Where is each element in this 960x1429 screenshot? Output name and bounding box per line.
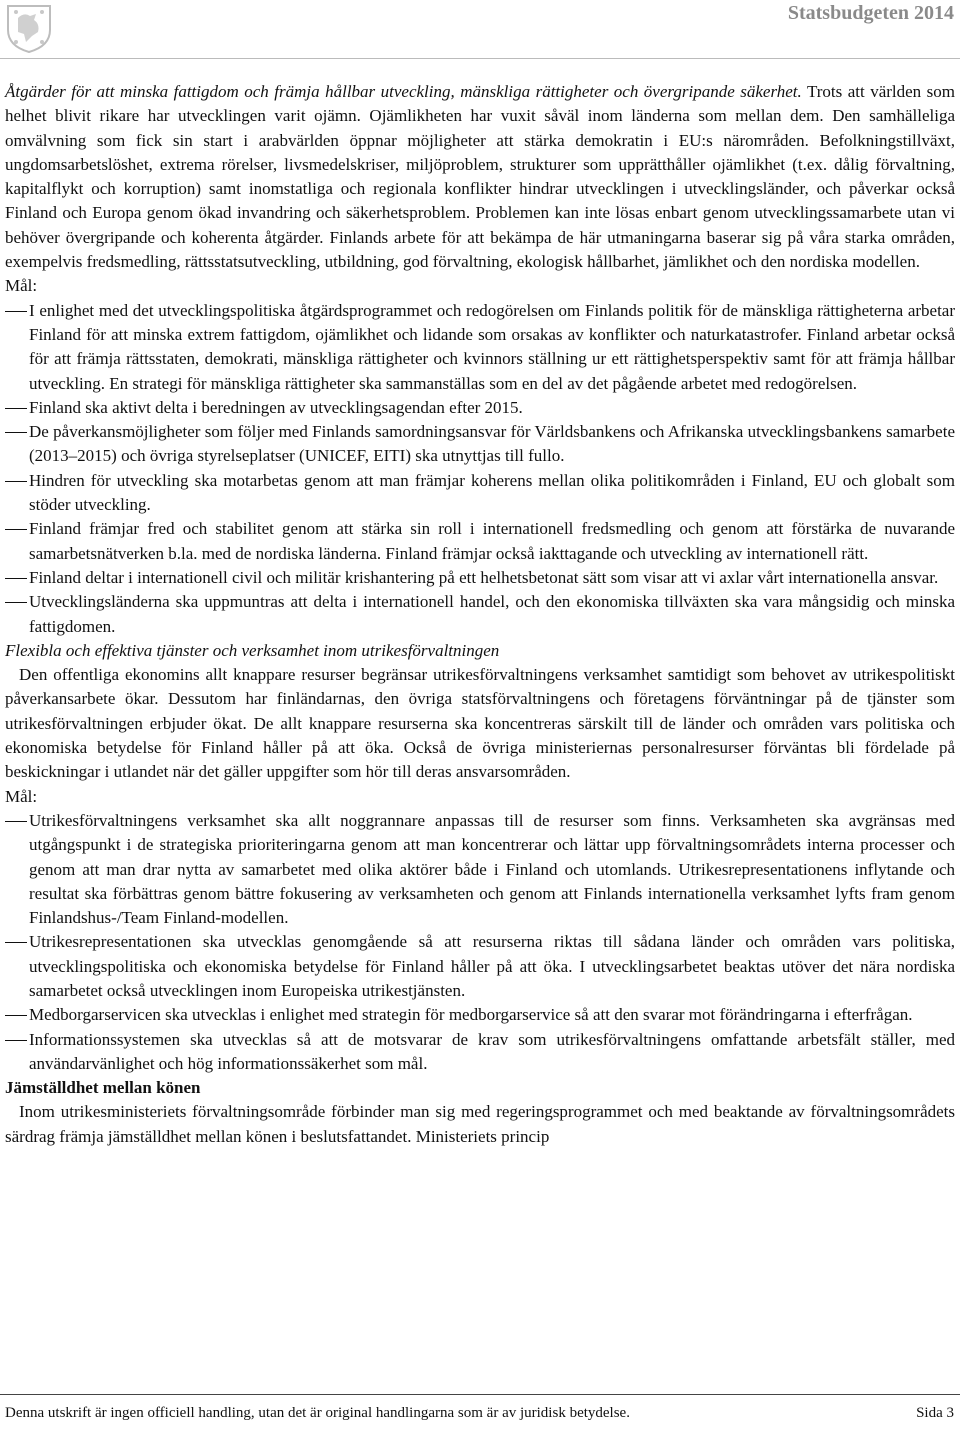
header-divider xyxy=(0,58,960,59)
dash-bullet-icon xyxy=(5,517,29,566)
section-2-body: Den offentliga ekonomins allt knappare resurser begränsar utrikesförvaltningens verksamhet samtidigt som behovet av utrikespolitiskt påverkansarbete ökar. Dessutom har finländarnas, den övriga statsförvaltningens och företagens förväntningar på de tjänster som utrikesförvaltningen erbjuder ökat. De allt knappare resurserna ska koncentreras särskilt till de länder och områden vars politiska och ekonomiska betydelse för Finland håller på att öka. Också de övriga ministeriernas personalresurser förväntas bli fördelade på beskickningar i utlandet när det gäller uppgifter som hör till deras ansvarsområden. xyxy=(5,665,955,782)
section-2-goals-list xyxy=(5,809,955,1076)
section-2-heading: Flexibla och effektiva tjänster och verksamhet inom utrikesförvaltningen xyxy=(5,640,500,660)
coat-of-arms-icon xyxy=(4,2,54,54)
list-item: Finland ska aktivt delta i beredningen av utvecklingsagendan efter 2015. xyxy=(5,396,955,420)
list-item: I enlighet med det utvecklingspolitiska åtgärdsprogrammet och redogörelsen om Finlands politik för de mänskliga rättigheterna arbetar Finland för att minska extrem fattigdom, ojämlikhet och lidande som orsakas av konflikter och naturkatastrofer. Finland arbetar också för att främja rättsstaten, demokrati, mänskliga rättigheter och kvinnors ställning ur ett rättighetsperspektiv samt för att främja hållbar utveckling. En strategi för mänskliga rättigheter ska sammanställas som en del av det pågående arbetet med redogörelsen. xyxy=(5,299,955,396)
dash-bullet-icon xyxy=(5,396,29,420)
list-item: Utrikesrepresentationen ska utvecklas genomgående så att resurserna riktas till sådana länder och områden vars politiska, utvecklingspolitiska och ekonomiska betydelse för Finland håller på att öka. I utvecklingsarbetet beaktas utöver det nära nordiska samarbetet också utvecklingen inom Europeiska utrikestjänsten. xyxy=(5,930,955,1003)
section-1-heading: Åtgärder för att minska fattigdom och främja hållbar utveckling, mänskliga rättigheter och övergripande säkerhet. xyxy=(5,82,802,101)
list-item: Hindren för utveckling ska motarbetas genom att man främjar koherens mellan olika politikområden i Finland, EU och globalt som stöder utveckling. xyxy=(5,469,955,518)
section-1-goals-list xyxy=(5,299,955,639)
document-title: Statsbudgeten 2014 xyxy=(787,2,954,24)
footer-disclaimer: Denna utskrift är ingen officiell handling, utan det är original handlingarna som är av juridisk betydelse. xyxy=(5,1405,630,1421)
section-1 xyxy=(5,80,955,274)
list-item: Utvecklingsländerna ska uppmuntras att delta i internationell handel, och den ekonomiska tillväxten ska vara mångsidig och minska fattigdomen. xyxy=(5,590,955,639)
dash-bullet-icon xyxy=(5,469,29,518)
footer-divider xyxy=(0,1394,960,1395)
dash-bullet-icon xyxy=(5,809,29,930)
page-number: Sida 3 xyxy=(916,1405,954,1421)
document-body xyxy=(5,80,955,1149)
list-item: Finland deltar i internationell civil och militär krishantering på ett helhetsbetonat sätt som visar att vi axlar vårt internationella ansvar. xyxy=(5,566,955,590)
list-item: Utrikesförvaltningens verksamhet ska allt noggrannare anpassas till de resurser som finns. Verksamheten ska avgränsas med utgångspunkt i de strategiska prioriteringarna genom att man koncentrerar och lättar upp förvaltningsområdets interna processer och genom att man drar nytta av samarbetet med olika aktörer både i Finland och utomlands. Utrikesrepresentationens inflytande och resultat ska förbättras genom bättre fokusering av verksamheten och genom att Finlands internationella verksamhet lyfts fram genom Finlandshus-/Team Finland-modellen. xyxy=(5,809,955,930)
dash-bullet-icon xyxy=(5,1003,29,1027)
dash-bullet-icon xyxy=(5,930,29,1003)
page-header xyxy=(0,0,960,62)
section-3-heading: Jämställdhet mellan könen xyxy=(5,1078,201,1098)
dash-bullet-icon xyxy=(5,590,29,639)
section-3-body: Inom utrikesministeriets förvaltningsområde förbinder man sig med regeringsprogrammet och med beaktande av förvaltningsområdets särdrag främja jämställdhet mellan könen i beslutsfattandet. Ministeriets princip xyxy=(5,1102,955,1146)
list-item: Finland främjar fred och stabilitet genom att stärka sin roll i internationell fredsmedling och genom att förstärka de nuvarande samarbetsnätverken b.la. med de nordiska länderna. Finland främjar också iakttagande och utveckling av internationell rätt. xyxy=(5,517,955,566)
list-item: De påverkansmöjligheter som följer med Finlands samordningsansvar för Världsbankens och Afrikanska utvecklingsbankens samarbete (2013–2015) och övriga styrelseplatser (UNICEF, EITI) ska utnyttjas till fullo. xyxy=(5,420,955,469)
section-2-goals-label: Mål: xyxy=(5,786,38,806)
dash-bullet-icon xyxy=(5,566,29,590)
dash-bullet-icon xyxy=(5,1028,29,1077)
dash-bullet-icon xyxy=(5,420,29,469)
dash-bullet-icon xyxy=(5,299,29,396)
list-item: Medborgarservicen ska utvecklas i enlighet med strategin för medborgarservice så att den svarar mot förändringarna i efterfrågan. xyxy=(5,1003,955,1027)
list-item: Informationssystemen ska utvecklas så att de motsvarar de krav som utrikesförvaltningens omfattande arbetsfält ställer, med användarvänlighet och hög informationssäkerhet som mål. xyxy=(5,1028,955,1077)
section-1-goals-label: Mål: xyxy=(5,276,38,296)
section-1-body: Trots att världen som helhet blivit rikare har utvecklingen varit ojämn. Ojämlikheten har vuxit såväl inom länderna som mellan dem. Den samhälleliga omvälvning som fick sin start i arabvärlden öppnar möjligheter att stärka demokratin i EU:s närområden. Befolkningstillväxt, ungdomsarbetslöshet, extrema rörelser, livsmedelskriser, miljöproblem, strukturer som upprätthåller ojämlikhet (t.ex. dålig förvaltning, kapitalflykt och korruption) samt inomstatliga och regionala konflikter hindrar utvecklingen i utvecklingsländer, och påverkar också Finland och Europa genom ökad invandring och säkerhetsproblem. Problemen kan inte lösas enbart genom utvecklingssamarbete utan vi behöver övergripande och koherenta åtgärder. Finlands arbete för att bekämpa de här utmaningarna baserar sig på våra starka områden, exempelvis fredsmedling, rättsstatsutveckling, utbildning, god förvaltning, ekologisk hållbarhet, jämlikhet och den nordiska modellen. xyxy=(5,82,955,272)
